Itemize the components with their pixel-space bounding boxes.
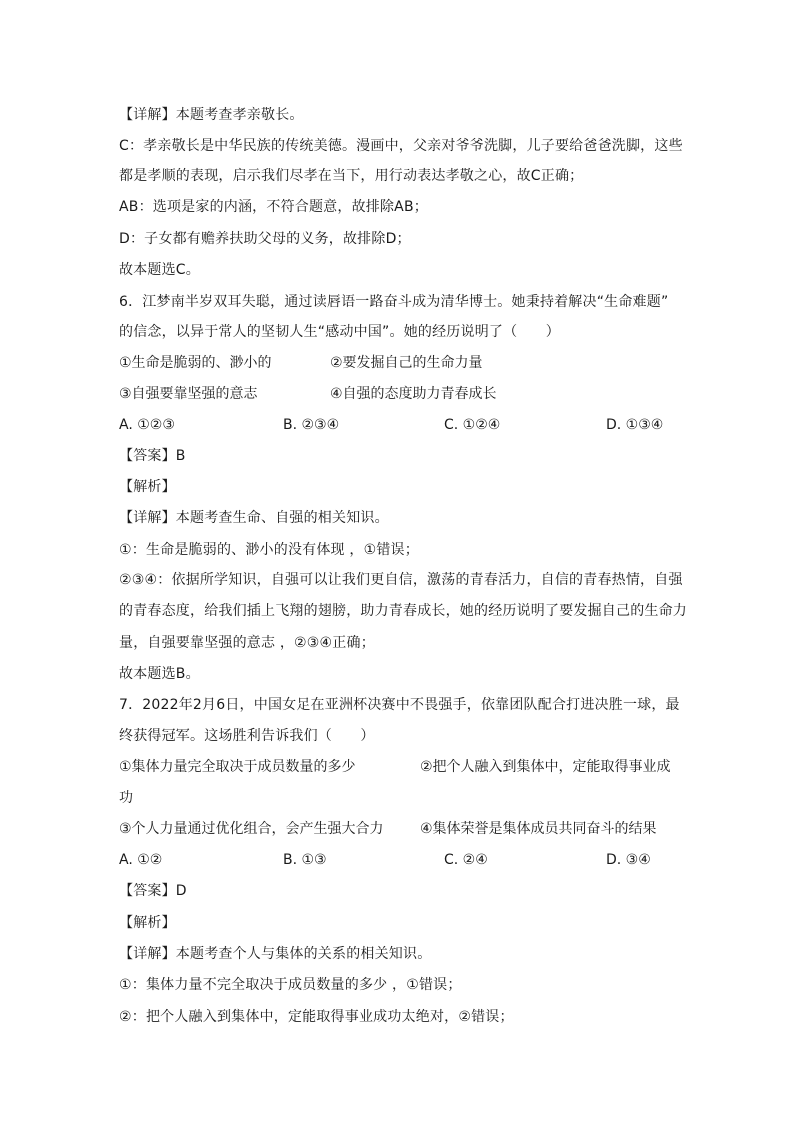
q5-explanation-c-line2: 都是孝顺的表现，启示我们尽孝在当下，用行动表达孝敬之心，故C正确； [119,168,584,184]
q7-analysis-heading: 【解析】 [119,915,176,931]
q6-statement-2: ②要发掘自己的生命力量 [330,355,483,371]
q6-stem-line2: 的信念，以异于常人的坚韧人生“感动中国”。她的经历说明了（ ） [119,324,560,340]
q7-stem-line1: 7．2022年2月6日，中国女足在亚洲杯决赛中不畏强手，依靠团队配合打进决胜一球，最 [119,697,680,713]
q7-answer: 【答案】D [119,883,187,899]
q7-option-c: C. ②④ [444,852,488,868]
q6-answer: 【答案】B [119,448,186,464]
q6-explanation-234-line2: 的青春态度，给我们插上飞翔的翅膀，助力青春成长，她的经历说明了要发掘自己的生命力 [119,603,687,619]
q5-explanation-d: D：子女都有赡养扶助父母的义务，故排除D； [119,231,411,247]
q7-option-b: B. ①③ [283,852,327,868]
q6-statement-1: ①生命是脆弱的、渺小的 [119,355,272,371]
q6-statement-4: ④自强的态度助力青春成长 [330,386,497,402]
q5-explanation-c-line1: C：孝亲敬长是中华民族的传统美德。漫画中，父亲对爷爷洗脚，儿子要给爸爸洗脚，这些 [119,138,683,154]
q5-conclusion: 故本题选C。 [119,262,200,278]
q7-statement-1: ①集体力量完全取决于成员数量的多少 [119,759,356,775]
q7-statement-2: ②把个人融入到集体中，定能取得事业成 [420,759,671,775]
q7-statement-4: ④集体荣誉是集体成员共同奋斗的结果 [420,821,657,837]
q6-conclusion: 故本题选B。 [119,666,200,682]
q6-detail-heading: 【详解】本题考查生命、自强的相关知识。 [119,510,389,526]
q7-statement-3: ③个人力量通过优化组合，会产生强大合力 [119,821,384,837]
q6-option-b: B. ②③④ [283,417,340,433]
q6-analysis-heading: 【解析】 [119,479,176,495]
q7-detail-heading: 【详解】本题考查个人与集体的关系的相关知识。 [119,946,432,962]
q5-explanation-ab: AB：选项是家的内涵，不符合题意，故排除AB； [119,199,428,215]
q7-option-d: D. ③④ [606,852,651,868]
q7-statement-2-continued: 功 [119,790,133,806]
q6-option-d: D. ①③④ [606,417,664,433]
q6-statement-3: ③自强要靠坚强的意志 [119,386,258,402]
q5-detail-heading: 【详解】本题考查孝亲敬长。 [119,107,304,123]
q7-option-a: A. ①② [119,852,163,868]
q7-explanation-1: ①：集体力量不完全取决于成员数量的多少 ，①错误； [119,977,462,993]
q6-option-a: A. ①②③ [119,417,175,433]
q6-explanation-1: ①：生命是脆弱的、渺小的没有体现 ，①错误； [119,542,419,558]
q6-stem-line1: 6．江梦南半岁双耳失聪，通过读唇语一路奋斗成为清华博士。她秉持着解决“生命难题” [119,294,669,310]
q6-option-c: C. ①②④ [444,417,501,433]
q7-explanation-2: ②：把个人融入到集体中，定能取得事业成功太绝对，②错误； [119,1009,514,1025]
q6-explanation-234-line3: 量，自强要靠坚强的意志 ，②③④正确； [119,635,375,651]
q6-explanation-234-line1: ②③④：依据所学知识，自强可以让我们更自信，激荡的青春活力，自信的青春热情，自强 [119,572,683,588]
q7-stem-line2: 终获得冠军。这场胜利告诉我们（ ） [119,728,375,744]
